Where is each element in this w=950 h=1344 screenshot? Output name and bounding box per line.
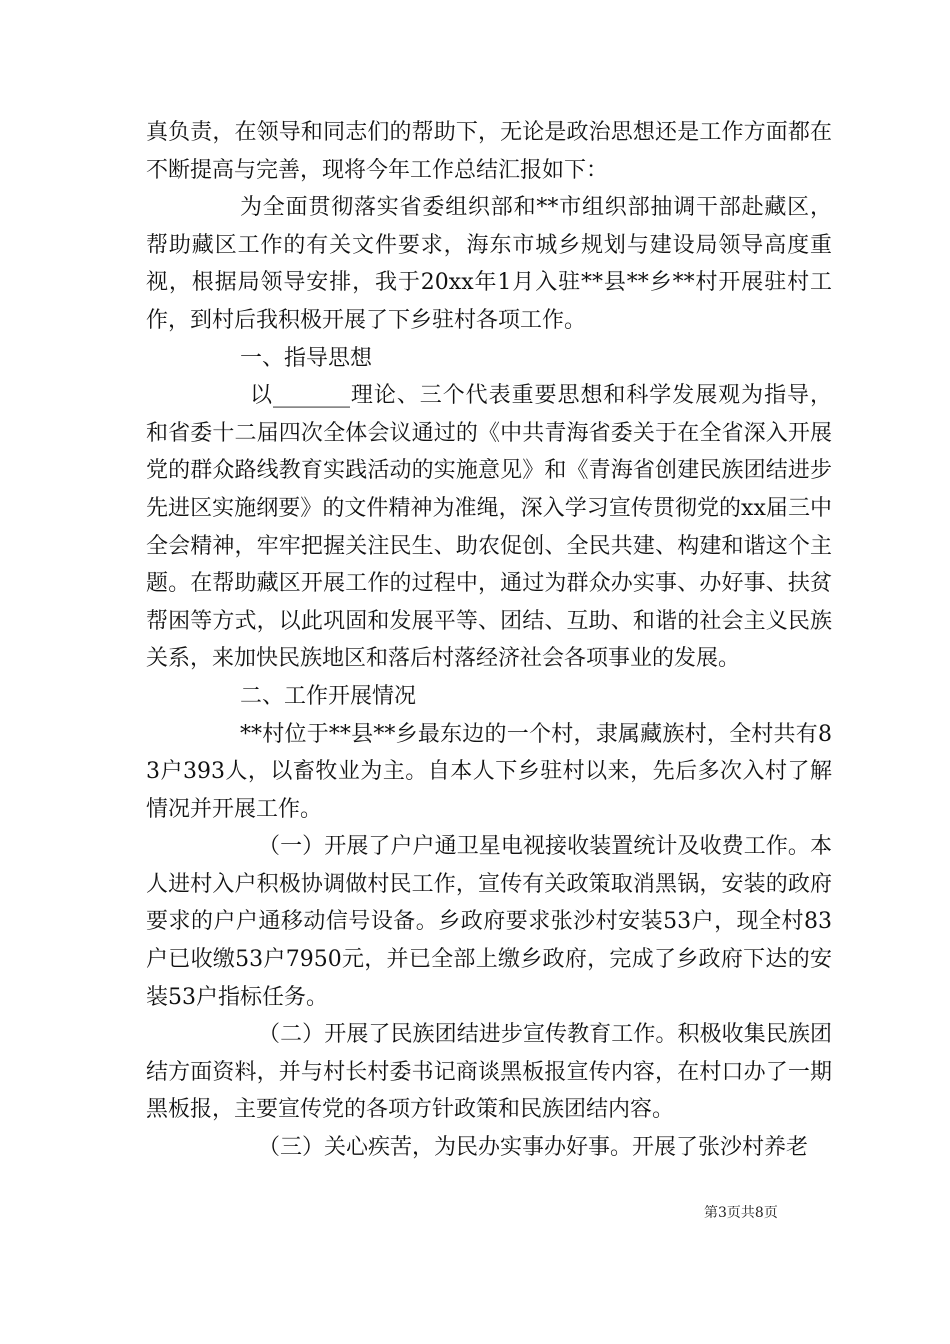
paragraph-item-two: （二）开展了民族团结进步宣传教育工作。积极收集民族团结方面资料，并与村长村委书记商谈黑板报宣传内容，在村口办了一期黑板报，主要宣传党的各项方针政策和民族团结内容。 xyxy=(146,1022,832,1123)
paragraph-item-one: （一）开展了户户通卫星电视接收装置统计及收费工作。本人进村入户积极协调做村民工作，宣传有关政策取消黑锅，安装的政府要求的户户通移动信号设备。乡政府要求张沙村安装53户，现全村83户已收缴53户7950元，并已全部上缴乡政府，完成了乡政府下达的安装53户指标任务。 xyxy=(146,834,832,1010)
section-heading-guiding-ideology: 一、指导思想 xyxy=(240,345,373,371)
paragraph-background: 为全面贯彻落实省委组织部和**市组织部抽调干部赴藏区，帮助藏区工作的有关文件要求，海东市城乡规划与建设局领导高度重视，根据局领导安排，我于20xx年1月入驻**县**乡**村开展驻村工作，到村后我积极开展了下乡驻村各项工作。 xyxy=(146,195,832,333)
paragraph-village-overview: **村位于**县**乡最东边的一个村，隶属藏族村，全村共有83户393人，以畜牧业为主。自本人下乡驻村以来，先后多次入村了解情况并开展工作。 xyxy=(146,721,832,822)
paragraph-continuation: 真负责，在领导和同志们的帮助下，无论是政治思想还是工作方面都在不断提高与完善，现将今年工作总结汇报如下： xyxy=(146,120,832,183)
document-body xyxy=(146,114,832,1167)
page-number-footer: 第3页共8页 xyxy=(704,1205,778,1221)
section-heading-work-progress: 二、工作开展情况 xyxy=(240,683,417,709)
paragraph-item-three: （三）关心疾苦，为民办实事办好事。开展了张沙村养老 xyxy=(258,1135,809,1161)
paragraph-guiding-ideology: 以_______理论、三个代表重要思想和科学发展观为指导，和省委十二届四次全体会议通过的《中共青海省委关于在全省深入开展党的群众路线教育实践活动的实施意见》和《青海省创建民族团结进步先进区实施纲要》的文件精神为准绳，深入学习宣传贯彻党的xx届三中全会精神，牢牢把握关注民生、助农促创、全民共建、构建和谐这个主题。在帮助藏区开展工作的过程中，通过为群众办实事、办好事、扶贫帮困等方式，以此巩固和发展平等、团结、互助、和谐的社会主义民族关系，来加快民族地区和落后村落经济社会各项事业的发展。 xyxy=(146,383,832,672)
